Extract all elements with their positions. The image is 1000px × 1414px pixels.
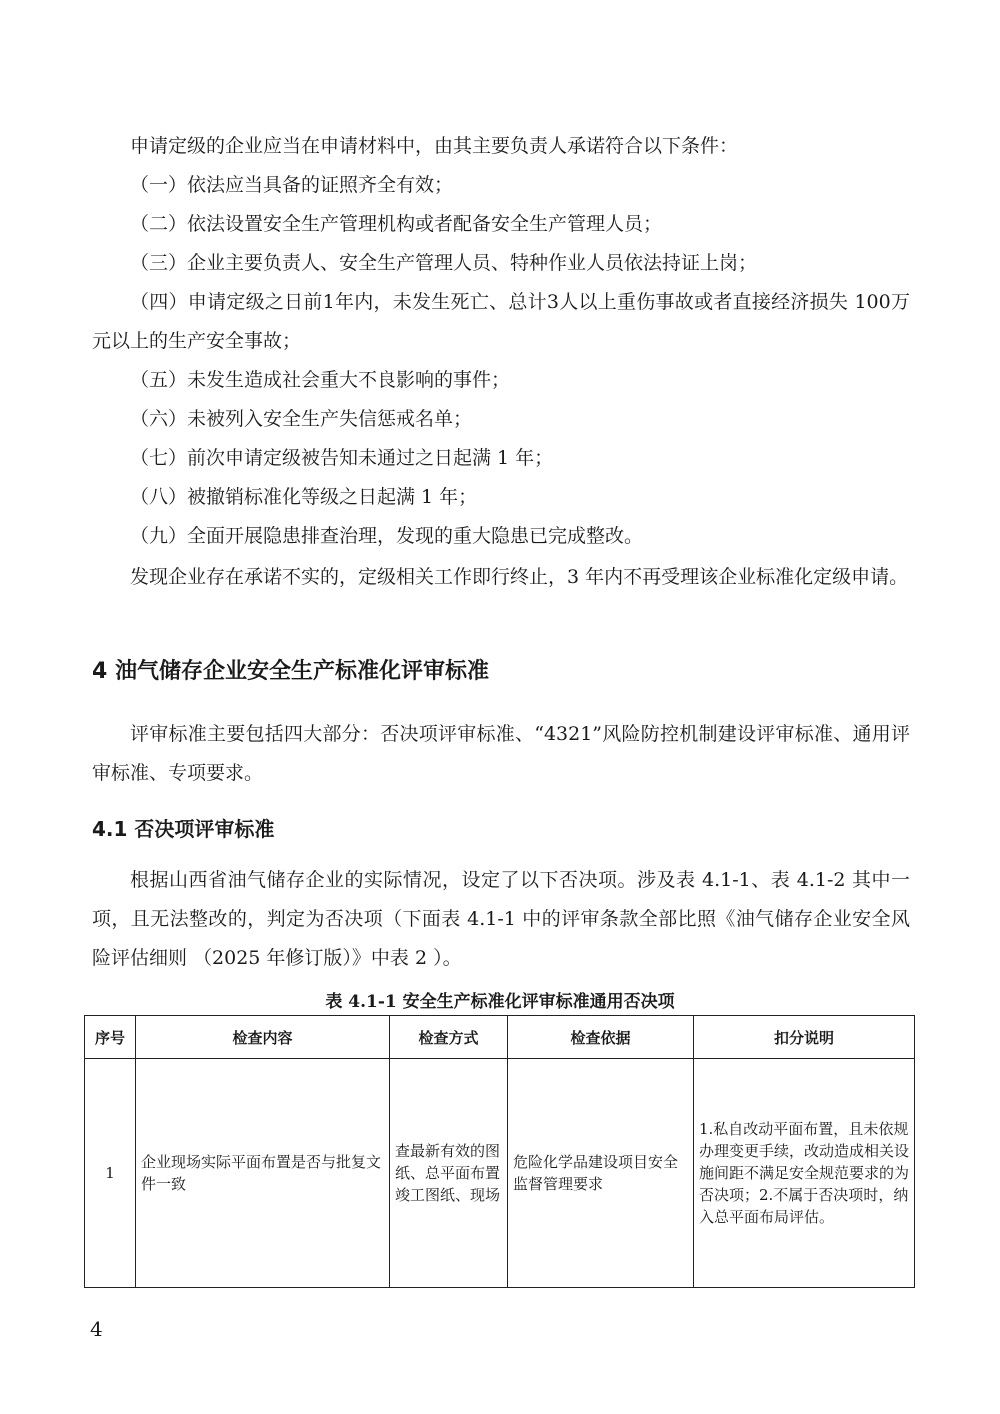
veto-items-table <box>84 1015 915 1288</box>
condition-9: （九）全面开展隐患排查治理，发现的重大隐患已完成整改。 <box>130 525 644 547</box>
cell-deduction: 1.私自改动平面布置，且未依规办理变更手续，改动造成相关设施间距不满足安全规范要求的为否决项；2.不属于否决项时，纳入总平面布局评估。 <box>694 1059 915 1288</box>
section-4-body: 评审标准主要包括四大部分：否决项评审标准、“4321”风险防控机制建设评审标准、通用评审标准、专项要求。 <box>92 723 910 784</box>
header-content: 检查内容 <box>136 1016 390 1059</box>
table-row <box>85 1059 915 1288</box>
header-basis: 检查依据 <box>508 1016 694 1059</box>
condition-2: （二）依法设置安全生产管理机构或者配备安全生产管理人员； <box>130 213 663 235</box>
header-deduction: 扣分说明 <box>694 1016 915 1059</box>
section-4-1-heading: 4.1 否决项评审标准 <box>92 817 275 841</box>
page-number: 4 <box>90 1317 103 1341</box>
table-header-row <box>85 1016 915 1059</box>
closing-paragraph: 发现企业存在承诺不实的，定级相关工作即行终止，3 年内不再受理该企业标准化定级申请。 <box>130 566 909 588</box>
condition-3: （三）企业主要负责人、安全生产管理人员、特种作业人员依法持证上岗； <box>130 252 758 274</box>
condition-1: （一）依法应当具备的证照齐全有效； <box>130 174 454 196</box>
condition-7: （七）前次申请定级被告知未通过之日起满 1 年； <box>130 447 554 469</box>
section-4-1-body: 根据山西省油气储存企业的实际情况，设定了以下否决项。涉及表 4.1-1、表 4.1-2 其中一项，且无法整改的，判定为否决项（下面表 4.1-1 中的评审条款全部比照《油气储存企业安全风险评估细则 （2025 年修订版）》中表 2 ）。 <box>92 869 910 969</box>
cell-content: 企业现场实际平面布置是否与批复文件一致 <box>136 1059 390 1288</box>
intro-paragraph: 申请定级的企业应当在申请材料中，由其主要负责人承诺符合以下条件： <box>130 135 739 157</box>
cell-method: 查最新有效的图纸、总平面布置竣工图纸、现场 <box>390 1059 508 1288</box>
condition-4: （四）申请定级之日前1年内，未发生死亡、总计3人以上重伤事故或者直接经济损失 100万元以上的生产安全事故； <box>92 291 910 352</box>
table-caption: 表 4.1-1 安全生产标准化评审标准通用否决项 <box>325 992 675 1012</box>
header-method: 检查方式 <box>390 1016 508 1059</box>
condition-8: （八）被撤销标准化等级之日起满 1 年； <box>130 486 478 508</box>
section-4-heading: 4 油气储存企业安全生产标准化评审标准 <box>92 659 489 684</box>
cell-basis: 危险化学品建设项目安全监督管理要求 <box>508 1059 694 1288</box>
condition-5: （五）未发生造成社会重大不良影响的事件； <box>130 369 511 391</box>
cell-no: 1 <box>85 1059 136 1288</box>
header-no: 序号 <box>85 1016 136 1059</box>
condition-6: （六）未被列入安全生产失信惩戒名单； <box>130 408 473 430</box>
